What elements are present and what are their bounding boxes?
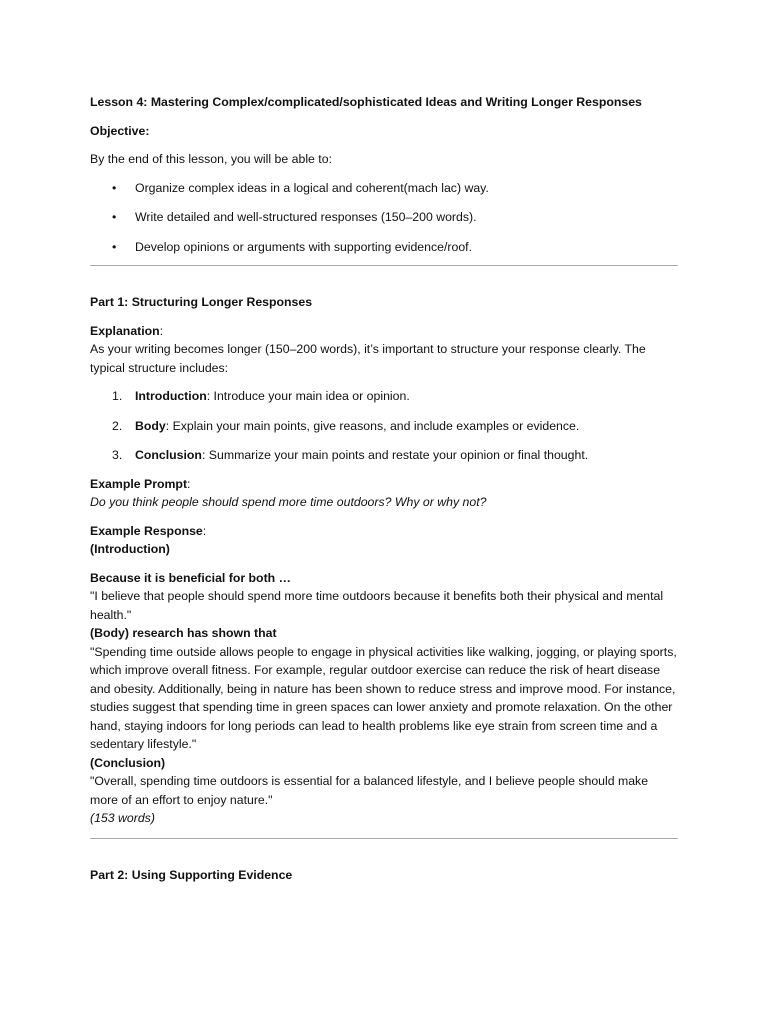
part2-heading: Part 2: Using Supporting Evidence — [90, 867, 293, 882]
prompt-text: Do you think people should spend more time outdoors? Why or why not? — [90, 495, 487, 509]
explanation-label-line — [90, 322, 678, 341]
lesson-title: Lesson 4: Mastering Complex/complicated/sophisticated Ideas and Writing Longer Responses — [90, 95, 642, 109]
part1-heading: Part 1: Structuring Longer Responses — [90, 295, 313, 309]
list-item — [90, 387, 678, 406]
response-label-line — [90, 522, 678, 541]
objective-text: Organize complex ideas in a logical and coherent(mach lac) way. — [135, 180, 489, 195]
bullet-icon: • — [112, 210, 117, 224]
colon: : — [159, 323, 164, 338]
conclusion-label: (Conclusion) — [90, 755, 166, 770]
objective-text: Write detailed and well-structured responses (150–200 words). — [135, 210, 477, 224]
section-divider — [90, 838, 678, 839]
introduction-label: (Introduction) — [90, 542, 170, 556]
objective-label: Objective: — [90, 123, 150, 138]
conclusion-text: "Overall, spending time outdoors is essential for a balanced lifestyle, and I believe people should make more of an effort to enjoy nature." — [90, 774, 649, 807]
objective-list — [90, 179, 678, 257]
word-count: (153 words) — [90, 811, 155, 825]
document-page — [90, 93, 678, 884]
list-item — [90, 179, 678, 198]
step-term: Introduction — [135, 389, 207, 403]
introduction-text: "I believe that people should spend more time outdoors because it benefits both their physical and mental health." — [90, 589, 664, 622]
step-desc: : Explain your main points, give reasons, and include examples or evidence. — [165, 418, 580, 433]
section-divider — [90, 265, 678, 266]
colon: : — [187, 476, 191, 491]
response-label: Example Response — [90, 523, 203, 538]
introduction-lead: Because it is beneficial for both … — [90, 570, 291, 585]
bullet-icon: • — [112, 180, 117, 195]
list-item — [90, 208, 678, 227]
explanation-text: As your writing becomes longer (150–200 words), it’s important to structure your response clearly. The typical structure includes: — [90, 342, 646, 375]
body-label: (Body) research has shown that — [90, 626, 277, 640]
explanation-label: Explanation — [90, 323, 160, 338]
step-number: 3. — [112, 448, 123, 462]
list-item — [90, 417, 678, 436]
bullet-icon: • — [112, 239, 117, 254]
prompt-label-line — [90, 475, 678, 494]
step-term: Conclusion — [135, 448, 202, 462]
step-desc: : Introduce your main idea or opinion. — [206, 389, 410, 403]
objective-intro: By the end of this lesson, you will be able to: — [90, 152, 332, 166]
list-item — [90, 446, 678, 465]
body-text: "Spending time outside allows people to engage in physical activities like walking, jogging, or playing sports, which improve overall fitness. For example, regular outdoor exercise can reduce the risk of heart disease and obesity. Additionally, being in nature has been shown to reduce stress and improve mood. For instance, studies suggest that spending time in green spaces can lower anxiety and promote relaxation. On the other hand, staying indoors for long periods can lead to health problems like eye strain from screen time and a sedentary lifestyle." — [90, 644, 677, 751]
step-number: 1. — [112, 389, 123, 403]
prompt-label: Example Prompt — [90, 476, 188, 491]
step-desc: : Summarize your main points and restate your opinion or final thought. — [201, 448, 589, 462]
step-number: 2. — [112, 418, 123, 433]
step-term: Body — [135, 418, 166, 433]
list-item — [90, 238, 678, 257]
objective-text: Develop opinions or arguments with supporting evidence/roof. — [135, 239, 472, 254]
structure-list — [90, 387, 678, 465]
colon: : — [202, 523, 207, 538]
